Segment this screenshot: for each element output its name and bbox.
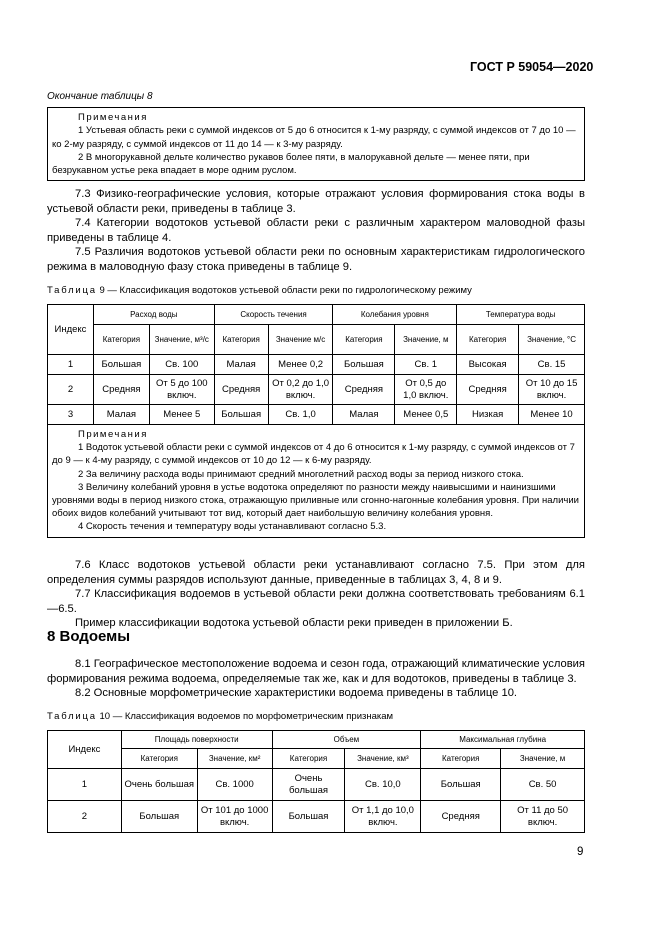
subheader: Категория: [333, 325, 395, 355]
table-cell: 1: [48, 769, 122, 801]
table-cell: Большая: [121, 801, 197, 833]
table-cell: Менее 10: [519, 405, 585, 425]
table-cell: Средняя: [421, 801, 501, 833]
table-cell: Большая: [333, 355, 395, 375]
subheader: Категория: [121, 749, 197, 769]
paragraph: 8.1 Географическое местоположение водоема и сезон года, отражающий климатические условия формирования режима водоема, определяемые так же, как и для водотоков, приведены в таблице 3.: [47, 658, 585, 685]
table-cell: От 11 до 50 включ.: [501, 801, 585, 833]
table-word: Таблица: [47, 285, 97, 296]
table-row: [48, 375, 585, 405]
group-header: Объем: [272, 731, 421, 749]
table-cell: Средняя: [214, 375, 268, 405]
paragraph: Пример классификации водотока устьевой области реки приведен в приложении Б.: [75, 617, 513, 629]
table-row: [48, 801, 585, 833]
table-cell: Средняя: [93, 375, 149, 405]
subheader: Категория: [457, 325, 519, 355]
table-cell: Св. 1: [395, 355, 457, 375]
table-notes-row: [48, 425, 585, 538]
group-header: Расход воды: [93, 305, 214, 325]
index-header: Индекс: [48, 305, 94, 355]
table-cell: Св. 100: [149, 355, 214, 375]
table-cell: От 0,2 до 1,0 включ.: [268, 375, 333, 405]
table-cell: От 1,1 до 10,0 включ.: [345, 801, 421, 833]
paragraph-block-7-3-7-5: [47, 187, 585, 274]
subheader: Категория: [272, 749, 345, 769]
table-cell: Очень большая: [272, 769, 345, 801]
table-cell: Св. 1,0: [268, 405, 333, 425]
table-cell: Св. 10,0: [345, 769, 421, 801]
paragraph: 7.4 Категории водотоков устьевой области реки с различным характером маловодной фазы приведены в таблице 4.: [47, 217, 585, 244]
note-item: 4 Скорость течения и температуру воды устанавливают согласно 5.3.: [78, 521, 387, 533]
table-row: [48, 355, 585, 375]
paragraph: 7.6 Класс водотоков устьевой области реки устанавливают согласно 7.5. При этом для определения суммы разрядов используют данные, приведенные в таблицах 3, 4, 8 и 9.: [47, 559, 585, 586]
table-caption-text: 9 — Классификация водотоков устьевой области реки по гидрологическому режиму: [96, 285, 472, 296]
table-cell: Низкая: [457, 405, 519, 425]
table-cell: Большая: [93, 355, 149, 375]
table-word: Таблица: [47, 711, 97, 722]
table-cell: Большая: [272, 801, 345, 833]
subheader: Категория: [93, 325, 149, 355]
index-header: Индекс: [48, 731, 122, 769]
table-row: [48, 405, 585, 425]
table-cell: Очень большая: [121, 769, 197, 801]
table-cell: От 10 до 15 включ.: [519, 375, 585, 405]
table-cell: 1: [48, 355, 94, 375]
note-item: 3 Величину колебаний уровня в устье водотока определяют по разности между наивысшими и наинизшими уровнями воды в период низкого стока, отражающую приливные или сгонно-нагонные колебания уровня. При наличии обоих видов колебаний учитывают тот вид, который дает наибольшую величину колебания уровня.: [52, 481, 579, 520]
paragraph: 7.5 Различия водотоков устьевой области реки по основным характеристикам гидрологического режима в маловодную фазу стока приведены в таблице 9.: [47, 246, 585, 273]
table-cell: 2: [48, 801, 122, 833]
subheader: Значение, м³/с: [149, 325, 214, 355]
table10: [47, 730, 585, 833]
table8-end-caption: Окончание таблицы 8: [47, 91, 153, 102]
subheader: Значение, км²: [197, 749, 272, 769]
subheader: Значение, °С: [519, 325, 585, 355]
subheader: Значение, м: [501, 749, 585, 769]
note-item: 1 Устьевая область реки с суммой индексов от 5 до 6 относится к 1-му разряду, с суммой индексов от 7 до 10 — ко 2-му разряду, с суммой индексов от 11 до 14 — к 3-му разряду.: [52, 125, 576, 150]
table-row: [48, 769, 585, 801]
table-cell: Менее 5: [149, 405, 214, 425]
notes-title: Примечания: [78, 112, 148, 123]
table-cell: 3: [48, 405, 94, 425]
table9: [47, 304, 585, 538]
section-heading: 8 Водоемы: [47, 628, 131, 645]
table-cell: Св. 1000: [197, 769, 272, 801]
note-item: 1 Водоток устьевой области реки с суммой индексов от 4 до 6 относится к 1-му разряду, с суммой индексов от 7 до 9 — к 4-му разряду, с суммой индексов от 10 до 12 — к 6-му разряду.: [52, 442, 575, 467]
table-cell: Малая: [214, 355, 268, 375]
table-cell: Св. 15: [519, 355, 585, 375]
notes-title: Примечания: [78, 429, 148, 440]
subheader: Категория: [421, 749, 501, 769]
table-cell: Средняя: [333, 375, 395, 405]
paragraph: 8.2 Основные морфометрические характеристики водоема приведены в таблице 10.: [75, 687, 518, 699]
group-header: Площадь поверхности: [121, 731, 272, 749]
subheader: Значение м/с: [268, 325, 333, 355]
paragraph: 7.7 Классификация водоемов в устьевой области реки должна соответствовать требованиям 6.1—6.5.: [47, 588, 585, 615]
paragraph: 7.3 Физико-географические условия, которые отражают условия формирования стока воды в устьевой области реки, приведены в таблице 3.: [47, 188, 585, 215]
table9-caption: [47, 285, 472, 296]
group-header: Температура воды: [457, 305, 585, 325]
table-cell: Высокая: [457, 355, 519, 375]
table-cell: Малая: [93, 405, 149, 425]
table-cell: Большая: [214, 405, 268, 425]
table9-notes: [48, 425, 585, 538]
table-cell: От 101 до 1000 включ.: [197, 801, 272, 833]
subheader: Значение, км³: [345, 749, 421, 769]
table-cell: 2: [48, 375, 94, 405]
note-item: 2 За величину расхода воды принимают средний многолетний расход воды за период низкого стока.: [78, 468, 524, 480]
paragraph-block-7-6-7-7: [47, 558, 585, 631]
table-cell: Менее 0,5: [395, 405, 457, 425]
table-cell: От 0,5 до 1,0 включ.: [395, 375, 457, 405]
table-cell: Большая: [421, 769, 501, 801]
table8-notes-box: [47, 107, 585, 181]
document-code: ГОСТ Р 59054—2020: [470, 60, 594, 74]
group-header: Скорость течения: [214, 305, 333, 325]
table-cell: Св. 50: [501, 769, 585, 801]
group-header: Колебания уровня: [333, 305, 457, 325]
table-caption-text: 10 — Классификация водоемов по морфометрическим признакам: [96, 711, 394, 722]
table10-caption: [47, 711, 393, 722]
page-number: 9: [577, 846, 584, 858]
note-item: 2 В многорукавной дельте количество рукавов более пяти, в малорукавной дельте — менее пяти, при безрукавном устье река впадает в море одним руслом.: [52, 151, 530, 177]
table-cell: Малая: [333, 405, 395, 425]
table-cell: Средняя: [457, 375, 519, 405]
paragraph-block-8: [47, 657, 585, 701]
subheader: Значение, м: [395, 325, 457, 355]
table-cell: Менее 0,2: [268, 355, 333, 375]
table-cell: От 5 до 100 включ.: [149, 375, 214, 405]
subheader: Категория: [214, 325, 268, 355]
group-header: Максимальная глубина: [421, 731, 585, 749]
